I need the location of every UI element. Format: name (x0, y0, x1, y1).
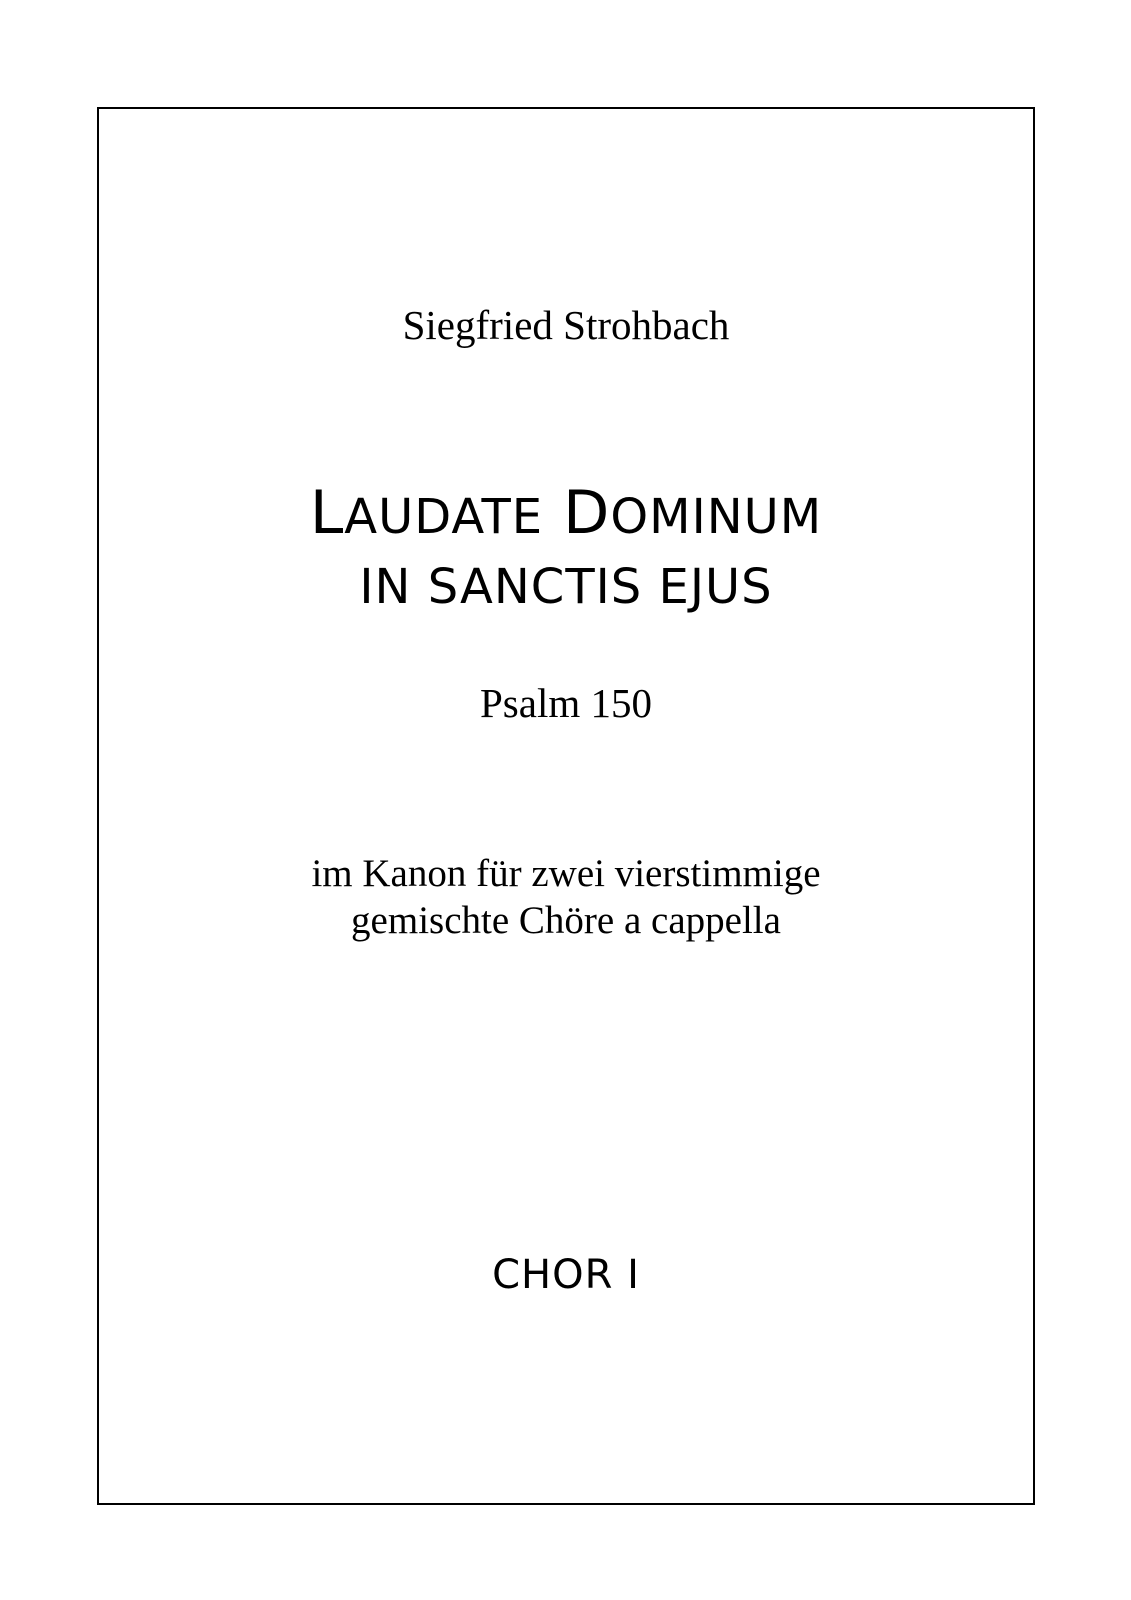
title-word-laudate: AUDATE (344, 489, 544, 545)
composer-name: Siegfried Strohbach (402, 302, 730, 348)
title-initial-l: L (309, 478, 345, 548)
title-line-1 (99, 478, 1033, 548)
description-line-1: im Kanon für zwei vierstimmige (311, 852, 821, 895)
description-line-2: gemischte Chöre a cappella (351, 899, 781, 942)
title-word-dominum: OMINUM (610, 489, 823, 545)
page-border (97, 107, 1035, 1505)
psalm-subtitle: Psalm 150 (480, 680, 652, 726)
title-line-2: IN SANCTIS EJUS (359, 559, 773, 615)
part-label: CHOR I (492, 1252, 640, 1298)
title-initial-d: D (563, 478, 611, 548)
